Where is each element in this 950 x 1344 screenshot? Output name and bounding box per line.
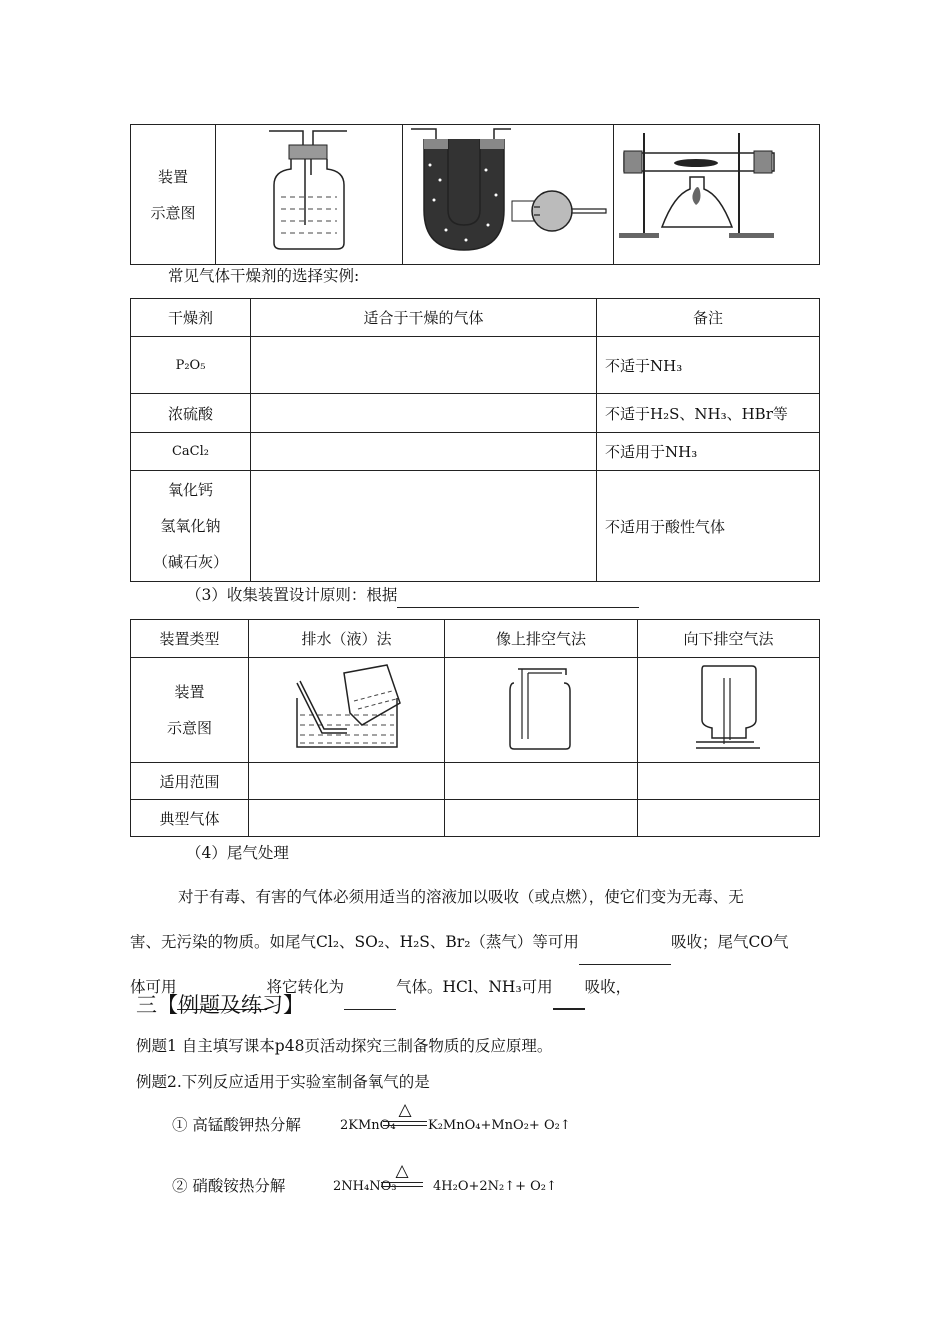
note-cell: 不适用于酸性气体 — [597, 471, 820, 582]
agent-cell: P₂O₅ — [131, 337, 251, 394]
reaction-1-left: 2KMnO₄ — [340, 1118, 396, 1133]
empty-cell — [445, 800, 638, 837]
tail-heading: （4）尾气处理 — [186, 844, 289, 862]
agent-line: 氢氧化钠 — [160, 517, 221, 535]
para-text: 吸收；尾气CO气 — [670, 933, 789, 951]
agent-line: 氧化钙 — [167, 481, 213, 499]
fill-blank[interactable] — [579, 946, 671, 965]
para-text: 气体。HCl、NH₃可用 — [396, 978, 553, 996]
upward-air-displacement-diagram — [506, 663, 576, 753]
upward-air-cell — [445, 658, 638, 763]
note-cell: 不适用于NH₃ — [597, 433, 820, 471]
gas-label: 典型气体 — [131, 800, 249, 837]
label-line: 装置 — [157, 167, 188, 186]
header-downward: 向下排空气法 — [638, 620, 820, 658]
label-line: 示意图 — [150, 203, 196, 222]
water-displacement-diagram — [292, 663, 402, 753]
collect-heading — [186, 582, 639, 608]
para-text: 将它转化为 — [266, 978, 345, 996]
downward-air-displacement-diagram — [694, 662, 764, 754]
header-upward: 像上排空气法 — [445, 620, 638, 658]
gases-cell — [251, 394, 597, 433]
label-line: 装置 — [174, 683, 205, 701]
example-2: 例题2.下列反应适用于实验室制备氧气的是 — [136, 1073, 430, 1091]
device-label-cell — [131, 658, 249, 763]
reaction-2-left: 2NH₄NO₃ — [333, 1179, 397, 1194]
section-title: 三【例题及练习】 — [136, 993, 304, 1017]
heat-condition-2 — [381, 1162, 423, 1187]
heated-tube-cell — [614, 125, 820, 265]
note-cell: 不适于H₂S、NH₃、HBr等 — [597, 394, 820, 433]
table-row — [131, 433, 820, 471]
note-cell: 不适于NH₃ — [597, 337, 820, 394]
heated-combustion-tube-diagram — [614, 125, 819, 260]
agent-cell — [131, 471, 251, 582]
collect-heading-text: （3）收集装置设计原则：根据 — [186, 586, 398, 604]
empty-cell — [445, 763, 638, 800]
example-1: 例题1 自主填写课本p48页活动探究三制备物质的反应原理。 — [136, 1037, 553, 1055]
agent-cell: CaCl₂ — [131, 433, 251, 471]
wash-bottle-cell — [216, 125, 403, 265]
water-method-cell — [249, 658, 445, 763]
table-row — [131, 394, 820, 433]
reaction-1-label: ① 高锰酸钾热分解 — [172, 1116, 301, 1134]
scope-label: 适用范围 — [131, 763, 249, 800]
header-gases: 适合于干燥的气体 — [251, 299, 597, 337]
gases-cell — [251, 433, 597, 471]
device-label-cell — [131, 125, 216, 265]
reaction-1-right: K₂MnO₄+MnO₂+ O₂↑ — [428, 1118, 571, 1133]
heat-icon: △ — [398, 1100, 412, 1120]
header-water: 排水（液）法 — [249, 620, 445, 658]
empty-cell — [638, 763, 820, 800]
header-agent: 干燥剂 — [131, 299, 251, 337]
wash-bottle-diagram — [219, 125, 399, 260]
gases-cell — [251, 471, 597, 582]
heat-condition-1 — [383, 1101, 427, 1126]
u-tube-and-drying-tube-diagram — [406, 125, 611, 260]
empty-cell — [249, 763, 445, 800]
empty-cell — [638, 800, 820, 837]
drying-agent-table — [130, 298, 820, 582]
device-diagram-table — [130, 124, 820, 265]
para-text: 体可用 — [130, 978, 177, 996]
fill-blank[interactable] — [397, 589, 639, 608]
para-line — [130, 875, 820, 920]
para-text: 吸收， — [584, 978, 632, 996]
para-line — [130, 920, 820, 965]
reaction-2-right: 4H₂O+2N₂↑+ O₂↑ — [433, 1179, 557, 1194]
table-row — [131, 337, 820, 394]
para-text: 害、无污染的物质。如尾气Cl₂、SO₂、H₂S、Br₂（蒸气）等可用 — [130, 933, 579, 951]
label-line: 示意图 — [166, 719, 212, 737]
heat-icon: △ — [395, 1161, 409, 1181]
agent-cell: 浓硫酸 — [131, 394, 251, 433]
agent-line: （碱石灰） — [152, 553, 228, 571]
para-text: 对于有毒、有害的气体必须用适当的溶液加以吸收（或点燃），使它们变为无毒、无 — [178, 888, 744, 906]
dryer-intro-text: 常见气体干燥剂的选择实例: — [168, 267, 360, 285]
gases-cell — [251, 337, 597, 394]
fill-blank[interactable] — [344, 991, 396, 1010]
collection-device-table — [130, 619, 820, 837]
fill-blank[interactable] — [553, 990, 585, 1010]
header-note: 备注 — [597, 299, 820, 337]
u-tube-cell — [403, 125, 614, 265]
table-row — [131, 471, 820, 582]
downward-air-cell — [638, 658, 820, 763]
reaction-2-label: ② 硝酸铵热分解 — [172, 1177, 286, 1195]
header-device-type: 装置类型 — [131, 620, 249, 658]
empty-cell — [249, 800, 445, 837]
